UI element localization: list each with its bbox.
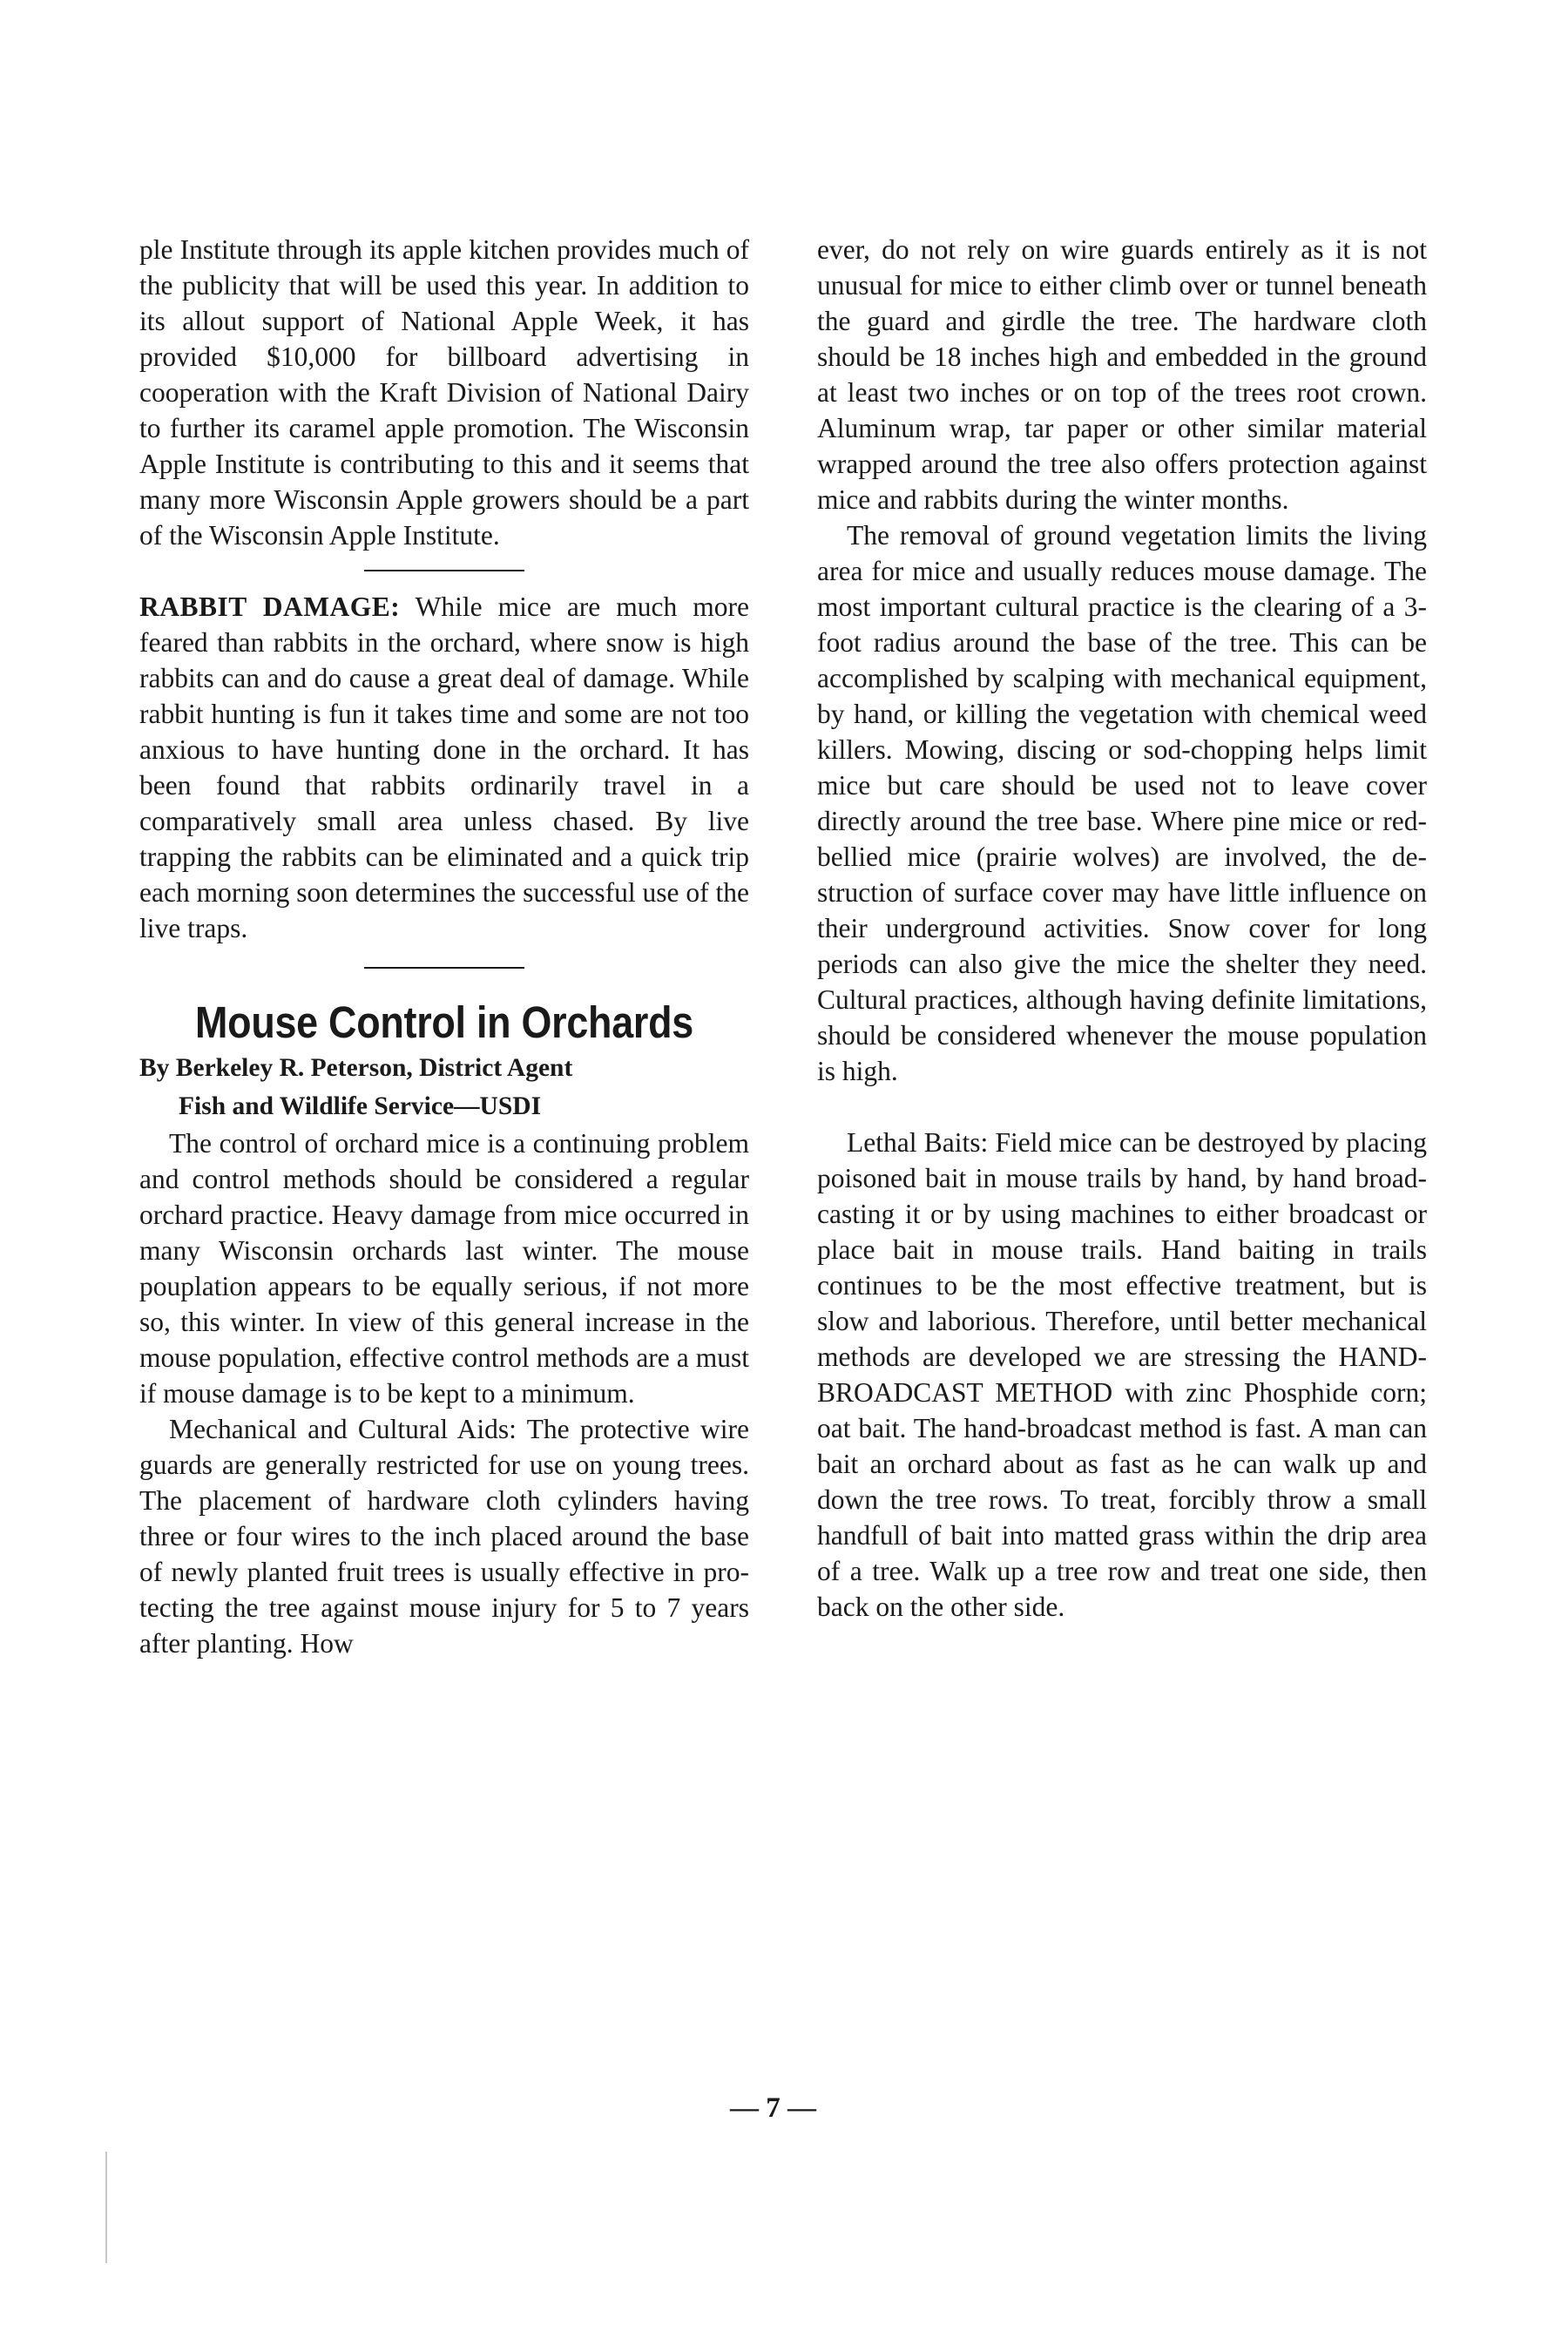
rabbit-damage-heading: RABBIT DAMAGE:	[139, 591, 401, 622]
rabbit-damage-paragraph	[139, 589, 749, 946]
section-divider	[364, 967, 524, 969]
paragraph-gap	[817, 1089, 1427, 1125]
intro-paragraph: ple Institute through its apple kitchen provides much of the publicity that will be used this year. In addition to its allout support of National Apple Week, it has provided $10,000 for billboard advertising in cooperation with the Kraft Division of National Dairy to further its caramel apple promotion. The Wisconsin Apple Institute is contributing to this and it seems that many more Wisconsin Apple growers should be a part of the Wisconsin Apple Institute.	[139, 234, 749, 551]
byline-affiliation: Fish and Wildlife Service—USDI	[179, 1092, 542, 1120]
ground-vegetation-paragraph: The removal of ground vegetation limits the living area for mice and usually reduces mouse damage. The most important cultural practice is the clearing of a 3-foot radius around the base of the tree. This can be accomplished by scalping with mechanical equipment, by hand, or killing the vegetation with chemical weed killers. Mowing, discing or sod-chopping helps limit mice but care should be used not to leave cover directly around the tree base. Where pine mice or red-bellied mice (prairie wolves) are involved, the destruction of surface cover may have little influence on their underground activities. Snow cover for long periods can also give the mice the shelter they need. Cultural practices, although having definite limitations, should be considered whenever the mouse population is high.	[817, 520, 1427, 1086]
scan-artifact-line	[105, 2152, 107, 2263]
byline-author: By Berkeley R. Peterson, District Agent	[139, 1054, 573, 1082]
mechanical-aids-paragraph: Mechanical and Cultural Aids: The protective wire guards are generally restricted for use on young trees. The placement of hardware cloth cylinders having three or four wires to the inch placed around the base of newly planted fruit trees is usually effective in protecting the tree against mouse injury for 5 to 7 years after planting. How	[139, 1414, 749, 1659]
rabbit-damage-text: While mice are much more feared than rabbits in the orchard, where snow is high rabbits can and do cause a great deal of damage. While rabbit hunting is fun it takes time and some are not too anxious to have hunting done in the orchard. It has been found that rabbits ordinarily travel in a comparatively small area unless chased. By live trapping the rabbits can be eliminated and a quick trip each morning soon determines the successful use of the live traps.	[139, 591, 749, 943]
wire-guards-paragraph: ever, do not rely on wire guards entirely as it is not unusual for mice to either climb over or tunnel beneath the guard and girdle the tree. The hardware cloth should be 18 inches high and embedded in the ground at least two inches or on top of the trees root crown. Aluminum wrap, tar paper or other similar material wrapped around the tree also offers protection against mice and rabbits during the winter months.	[817, 234, 1427, 515]
right-column	[817, 232, 1427, 1625]
section-divider	[364, 570, 524, 571]
article-title: Mouse Control in Orchards	[195, 997, 693, 1047]
lethal-baits-paragraph: Lethal Baits: Field mice can be destroyed by placing poisoned bait in mouse trails by hand, by hand broadcasting it or by using machines to either broadcast or place bait in mouse trails. Hand baiting in trails continues to be the most effective treatment, but is slow and laborious. Therefore, until better mechanical methods are developed we are stressing the HAND-BROADCAST METHOD with zinc Phosphide corn; oat bait. The hand-broadcast method is fast. A man can bait an orchard about as fast as he can walk up and down the tree rows. To treat, forcibly throw a small handfull of bait into matted grass within the drip area of a tree. Walk up a tree row and treat one side, then back on the other side.	[817, 1127, 1427, 1622]
left-column	[139, 232, 749, 1661]
page-number: — 7 —	[730, 2092, 816, 2124]
control-paragraph: The control of orchard mice is a continuing problem and control methods should be considered a regular orchard practice. Heavy damage from mice occurred in many Wisconsin orchards last winter. The mouse pouplation appears to be equally serious, if not more so, this winter. In view of this general increase in the mouse population, effective control methods are a must if mouse damage is to be kept to a minimum.	[139, 1128, 749, 1409]
